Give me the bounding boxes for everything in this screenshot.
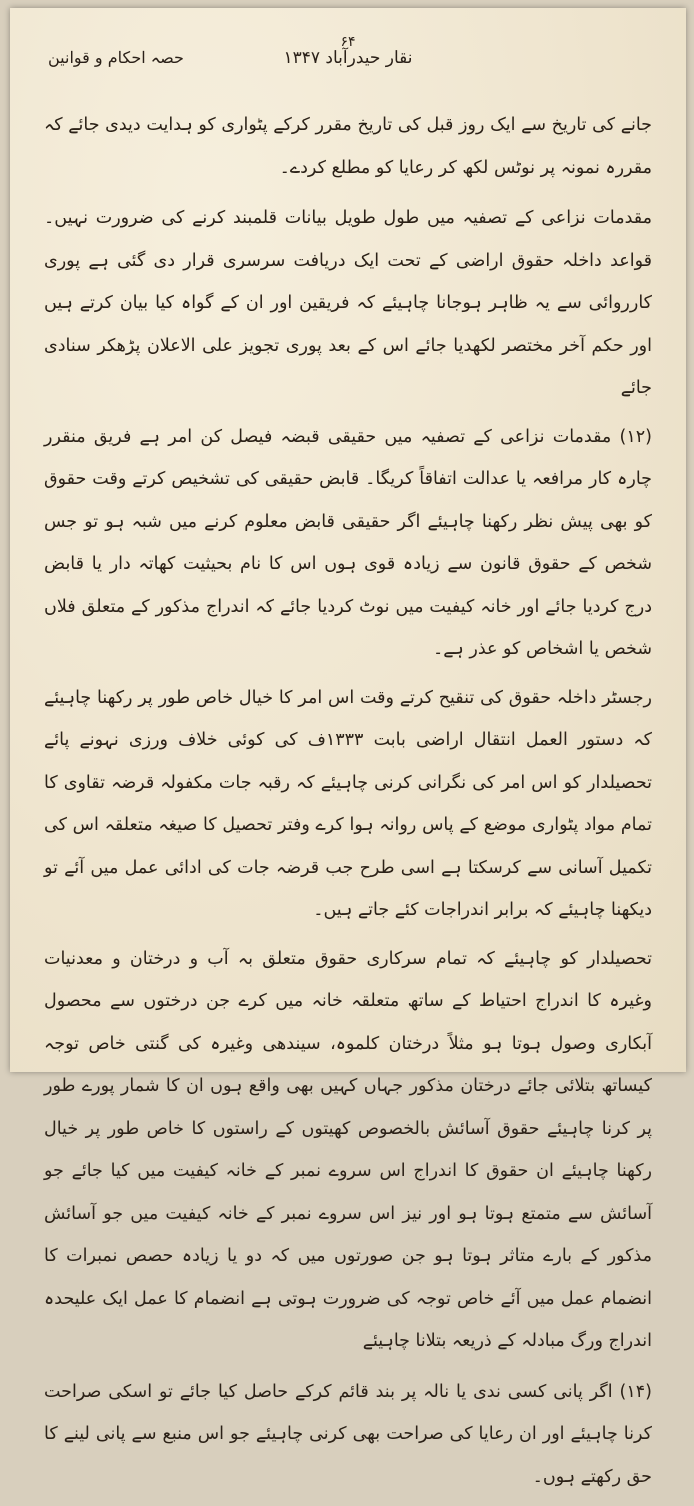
page-header (40, 34, 656, 74)
paragraph-3: (۱۲) مقدمات نزاعی کے تصفیہ میں حقیقی قبضہ فیصل کن امر ہے فریق منقرر چارہ کار مرافعہ یا عدالت اتفاقاً کریگا۔ قابض حقیقی کی تشخیص کرتے وقت حقوق کو بھی پیش نظر رکھنا چاہیئے اگر حقیقی قابض معلوم کرنے میں شبہ ہو تو جس شخص کے حقوق قانون سے زیادہ قوی ہوں اس کا نام بحیثیت کھاتہ دار یا قابض درج کردیا جائے اور خانہ کیفیت میں نوٹ کردیا جائے کہ اندراج مذکور کے متعلق فلاں شخص یا اشخاص کو عذر ہے۔ (44, 426, 652, 659)
paragraph-5: تحصیلدار کو چاہیئے کہ تمام سرکاری حقوق متعلق بہ آب و درختان و معدنیات وغیرہ کا اندراج احتیاط کے ساتھ متعلقہ خانہ میں کرے جن درختوں سے محصول آبکاری وصول ہوتا ہو مثلاً درختان کلموہ، سیندھی وغیرہ کی گنتی خاص توجہ کیساتھ بتلائی جائے درختان مذکور جہاں کہیں بھی واقع ہوں ان کا شمار پورے طور پر کرنا چاہیئے حقوق آسائش بالخصوص کھیتوں کے راستوں کا خاص طور پر خیال رکھنا چاہیئے ان حقوق کا اندراج اس سروے نمبر کے خانہ کیفیت میں کیا جائے جو آسائش سے متمتع ہوتا ہو اور نیز اس سروے نمبر کے خانہ کیفیت میں جو آسائش مذکور کے بارے متاثر ہوتا ہو جن صورتوں میں کہ دو یا زیادہ حصص نمبرات کا انضمام عمل میں آئے خاص توجہ کی ضرورت ہوتی ہے انضمام کا عمل ایک علیحدہ اندراج ورگ مبادلہ کے ذریعہ بتلانا چاہیئے (44, 948, 652, 1351)
body-text (44, 104, 652, 1506)
document-page (10, 8, 686, 1487)
paragraph-2: مقدمات نزاعی کے تصفیہ میں طول طویل بیانات قلمبند کرنے کی ضرورت نہیں۔ قواعد داخلہ حقوق اراضی کے تحت ایک دریافت سرسری قرار دی گئی ہے پوری کارروائی سے یہ ظاہر ہوجانا چاہیئے کہ فریقین اور ان کے گواہ کیا بیان کرتے ہیں اور حکم آخر مختصر لکھدیا جائے اس کے بعد پوری تجویز علی الاعلان پڑھکر سنادی جائے (44, 208, 652, 398)
paragraph-4: رجسٹر داخلہ حقوق کی تنقیح کرتے وقت اس امر کا خیال خاص طور پر رکھنا چاہیئے کہ دستور العمل انتقال اراضی بابت ۱۳۳۳ف کی کوئی خلاف ورزی نہونے پائے تحصیلدار کو اس امر کی نگرانی کرنی چاہیئے کہ رقبہ جات مکفولہ قرضہ تقاوی کا تمام مواد پٹواری موضع کے پاس روانہ ہوا کرے وفتر تحصیل کا صیغہ متعلقہ اس کی تکمیل آسانی سے کرسکتا ہے اسی طرح جب قرضہ جات کی ادائی عمل میں آئے تو دیکھنا چاہیئے کہ برابر اندراجات کئے جاتے ہیں۔ (44, 687, 652, 920)
paragraph-1: جانے کی تاریخ سے ایک روز قبل کی تاریخ مقرر کرکے پٹواری کو ہدایت دیدی جائے کہ مقررہ نمونہ پر نوٹس لکھ کر رعایا کو مطلع کردے۔ (44, 115, 652, 178)
header-section-title: حصہ احکام و قوانین (48, 48, 184, 67)
page-number: ۶۴ (340, 34, 356, 50)
paragraph-6: (۱۴) اگر پانی کسی ندی یا نالہ پر بند قائم کرکے حاصل کیا جائے تو اسکی صراحت کرنا چاہیئے اور ان رعایا کی صراحت بھی کرنی چاہیئے جو اس منبع سے پانی لینے کا حق رکھتے ہوں۔ (44, 1381, 652, 1487)
header-center-title: ۱۳۴۷ نقار حیدرآباد (283, 48, 413, 68)
